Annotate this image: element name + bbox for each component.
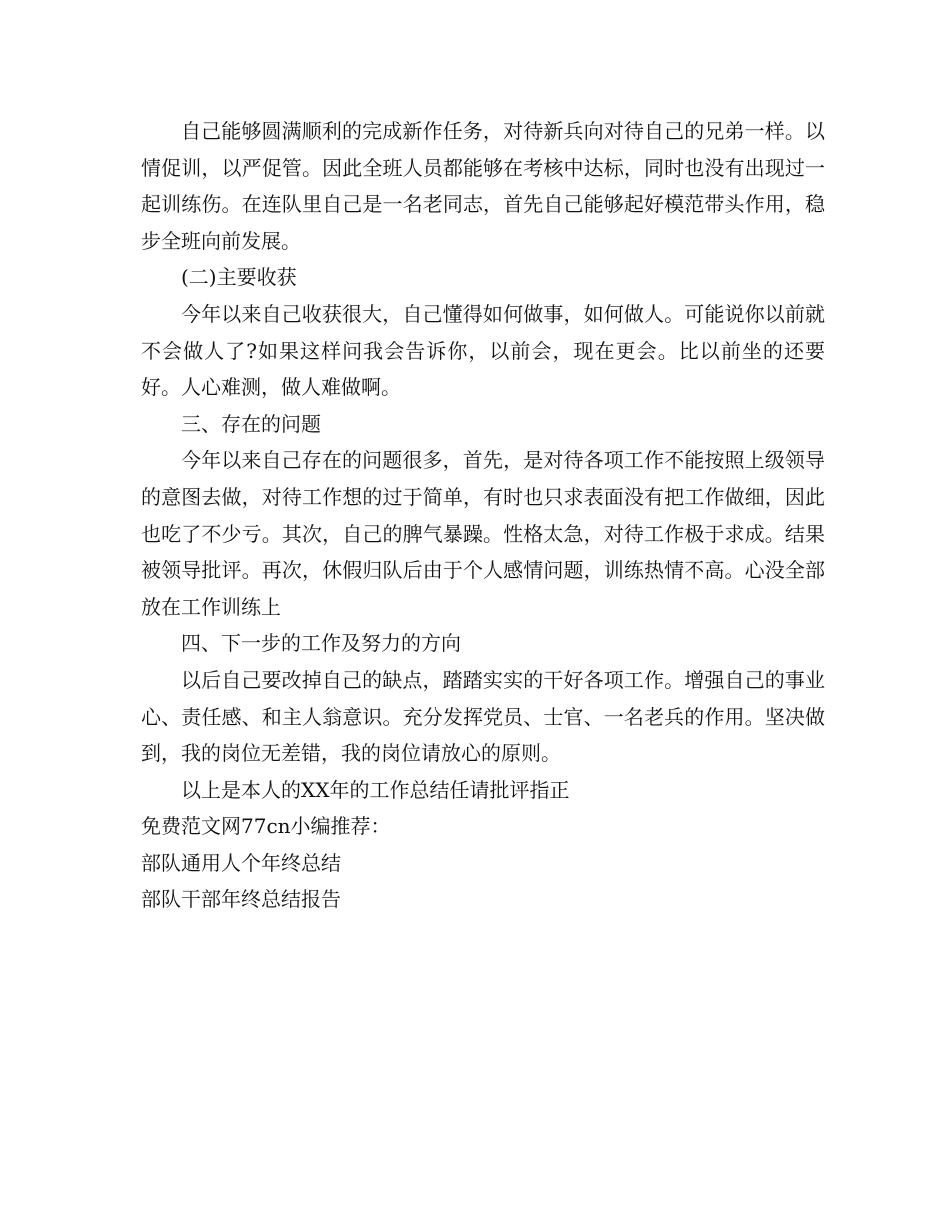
paragraph-closing: 以上是本人的XX年的工作总结任请批评指正 xyxy=(181,777,570,802)
footer-link-general-summary[interactable]: 部队通用人个年终总结 xyxy=(141,850,341,875)
heading-existing-problems: 三、存在的问题 xyxy=(181,411,321,436)
paragraph-training: 自己能够圆满顺利的完成新作任务，对待新兵向对待自己的兄弟一样。以情促训，以严促管。因此全班人员都能够在考核中达标，同时也没有出现过一起训练伤。在连队里自己是一名老同志，首先自己能够起好模范带头作用，稳步全班向前发展。 xyxy=(141,119,825,253)
heading-main-gains: (二)主要收获 xyxy=(181,265,297,290)
paragraph-next-steps: 以后自己要改掉自己的缺点，踏踏实实的干好各项工作。增强自己的事业心、责任感、和主人翁意识。充分发挥党员、士官、一名老兵的作用。坚决做到，我的岗位无差错，我的岗位请放心的原则。 xyxy=(141,667,825,766)
footer-recommend-label: 免费范文网77cn小编推荐： xyxy=(141,814,391,839)
paragraph-gains: 今年以来自己收获很大，自己懂得如何做事，如何做人。可能说你以前就不会做人了?如果这样问我会告诉你，以前会，现在更会。比以前坐的还要好。人心难测，做人难做啊。 xyxy=(141,301,825,400)
heading-next-steps: 四、下一步的工作及努力的方向 xyxy=(181,631,461,656)
document-body xyxy=(141,113,825,918)
footer-link-cadre-summary[interactable]: 部队干部年终总结报告 xyxy=(141,887,341,912)
paragraph-problems: 今年以来自己存在的问题很多，首先，是对待各项工作不能按照上级领导的意图去做，对待工作想的过于简单，有时也只求表面没有把工作做细，因此也吃了不少亏。其次，自己的脾气暴躁。性格太急，对待工作极于求成。结果被领导批评。再次，休假归队后由于个人感情问题，训练热情不高。心没全部放在工作训练上 xyxy=(141,448,825,619)
